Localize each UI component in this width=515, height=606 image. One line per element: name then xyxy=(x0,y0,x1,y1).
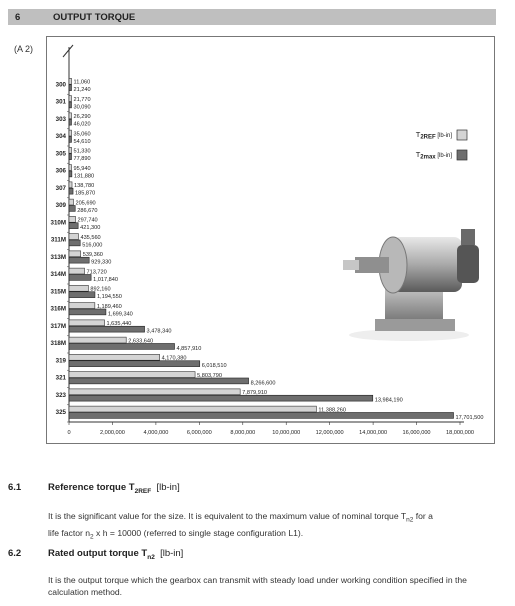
category-label: 314M xyxy=(50,271,66,279)
category-label: 306 xyxy=(55,167,66,175)
data-label-t2max: 8,266,600 xyxy=(250,380,276,387)
data-label-t2ref: 205,690 xyxy=(75,200,96,207)
bar-t2ref xyxy=(69,182,72,188)
data-label-t2ref: 11,388,260 xyxy=(318,407,346,414)
legend-swatch xyxy=(457,150,467,160)
category-label: 315M xyxy=(50,288,66,296)
x-tick-label: 16,000,000 xyxy=(402,430,431,436)
section-header xyxy=(8,9,496,25)
data-label-t2ref: 539,360 xyxy=(82,252,103,259)
bar-t2max xyxy=(69,136,72,142)
data-label-t2max: 185,870 xyxy=(75,190,96,197)
data-label-t2ref: 21,770 xyxy=(73,96,91,103)
data-label-t2ref: 435,560 xyxy=(80,234,101,241)
category-label: 304 xyxy=(55,133,66,141)
data-label-t2max: 21,240 xyxy=(73,87,91,94)
bar-t2max xyxy=(69,188,73,194)
x-tick-label: 4,000,000 xyxy=(143,430,169,436)
y-axis-break xyxy=(63,45,73,57)
bar-t2max xyxy=(69,85,72,91)
bar-t2max xyxy=(69,412,454,418)
data-label-t2ref: 95,940 xyxy=(73,165,91,172)
category-label: 301 xyxy=(55,98,66,106)
data-label-t2max: 30,090 xyxy=(73,104,91,111)
bar-t2ref xyxy=(69,113,72,119)
data-label-t2max: 1,699,340 xyxy=(107,311,133,318)
bar-t2ref xyxy=(69,337,126,343)
chart-frame xyxy=(46,36,495,444)
bar-t2max xyxy=(69,240,80,246)
bar-t2ref xyxy=(69,78,72,84)
bar-t2ref xyxy=(69,96,72,102)
bar-t2ref xyxy=(69,216,75,222)
data-label-t2max: 516,000 xyxy=(82,242,103,249)
category-label: 311M xyxy=(50,236,66,244)
data-label-t2max: 421,300 xyxy=(80,225,101,232)
data-label-t2ref: 2,633,640 xyxy=(128,338,154,345)
section-number: 6 xyxy=(15,11,21,23)
data-label-t2ref: 892,160 xyxy=(90,286,111,293)
data-label-t2max: 13,984,190 xyxy=(374,397,403,404)
category-label: 300 xyxy=(55,81,66,89)
subsection-6-1-text: It is the significant value for the size. It is equivalent to the maximum value of nominal torque $T_{n2}$ for a life factor $n_2$ x h = 10000 (referred to single stage configuration L1). xyxy=(48,511,433,541)
data-label-t2ref: 1,635,440 xyxy=(106,321,132,328)
bar-t2ref xyxy=(69,389,240,395)
x-tick-label: 10,000,000 xyxy=(272,430,301,436)
bar-t2ref xyxy=(69,268,85,274)
category-label: 309 xyxy=(55,202,66,210)
data-label-t2ref: 51,330 xyxy=(73,148,91,155)
subsection-6-2-heading: 6.2 Rated output torque $T_{n2}$ [lb-in] xyxy=(8,548,184,561)
category-label: 305 xyxy=(55,150,66,158)
bar-t2ref xyxy=(69,372,195,378)
data-label-t2ref: 11,060 xyxy=(73,79,91,86)
x-tick-label: 6,000,000 xyxy=(186,430,212,436)
bar-t2max xyxy=(69,395,373,401)
bar-t2ref xyxy=(69,354,160,360)
x-tick-label: 14,000,000 xyxy=(359,430,388,436)
bar-t2max xyxy=(69,205,75,211)
bar-t2ref xyxy=(69,320,105,326)
category-label: 323 xyxy=(55,391,66,399)
legend-label: $T_{2max}$ [lb-in] xyxy=(415,150,452,161)
bar-t2ref xyxy=(69,406,316,412)
category-label: 313M xyxy=(50,253,66,261)
bar-t2ref xyxy=(69,199,73,205)
data-label-t2ref: 5,803,790 xyxy=(197,372,222,379)
bar-t2ref xyxy=(69,147,72,153)
data-label-t2ref: 7,879,910 xyxy=(242,390,268,397)
data-label-t2max: 131,880 xyxy=(73,173,95,180)
category-label: 321 xyxy=(55,374,66,382)
data-label-t2max: 54,610 xyxy=(73,138,91,145)
bar-t2ref xyxy=(69,303,95,309)
legend-label: $T_{2REF}$ [lb-in] xyxy=(415,130,452,141)
data-label-t2ref: 138,780 xyxy=(74,183,95,190)
category-label: 310M xyxy=(50,219,66,227)
subsection-6-2-text: It is the output torque which the gearbox can transmit with steady load under working condition specified in the calculation method. xyxy=(48,575,467,597)
category-label: 317M xyxy=(50,322,66,330)
x-tick-label: 18,000,000 xyxy=(446,430,474,436)
section-title: OUTPUT TORQUE xyxy=(53,11,136,23)
data-label-t2max: 3,478,340 xyxy=(146,328,172,335)
data-label-t2max: 286,670 xyxy=(77,207,98,214)
category-label: 303 xyxy=(55,115,66,123)
data-label-t2max: 17,701,500 xyxy=(455,414,484,421)
x-tick-label: 12,000,000 xyxy=(315,430,344,436)
subsection-6-1-heading: 6.1 Reference torque $T_{2REF}$ [lb-in] xyxy=(8,482,180,495)
data-label-t2max: 46,020 xyxy=(73,121,91,128)
gearmotor-image xyxy=(337,217,487,347)
legend-swatch xyxy=(457,130,467,140)
x-tick-label: 2,000,000 xyxy=(99,430,125,436)
data-label-t2max: 929,330 xyxy=(91,259,112,266)
bar-t2ref xyxy=(69,130,72,136)
data-label-t2ref: 297,740 xyxy=(77,217,98,224)
x-tick-label: 8,000,000 xyxy=(230,430,256,436)
data-label-t2max: 4,857,910 xyxy=(176,345,202,352)
category-label: 318M xyxy=(50,340,66,348)
chart-label: (A 2) xyxy=(14,44,34,54)
data-label-t2ref: 26,290 xyxy=(73,114,91,121)
data-label-t2max: 1,194,550 xyxy=(96,294,122,301)
bar-t2max xyxy=(69,343,175,349)
bar-t2max xyxy=(69,119,72,125)
bar-t2ref xyxy=(69,234,78,240)
data-label-t2max: 1,017,840 xyxy=(93,276,119,283)
data-label-t2max: 6,018,510 xyxy=(201,363,227,370)
category-label: 307 xyxy=(55,184,66,192)
data-label-t2ref: 1,189,460 xyxy=(96,303,122,310)
bar-t2ref xyxy=(69,165,72,171)
category-label: 319 xyxy=(55,357,66,365)
data-label-t2max: 77,890 xyxy=(73,156,91,163)
data-label-t2ref: 4,170,380 xyxy=(161,355,187,362)
x-tick-label: 0 xyxy=(67,430,71,436)
bar-t2ref xyxy=(69,285,88,291)
bar-t2max xyxy=(69,102,72,108)
data-label-t2ref: 35,060 xyxy=(73,131,91,138)
bar-t2max xyxy=(69,171,72,177)
category-label: 316M xyxy=(50,305,66,313)
data-label-t2ref: 713,720 xyxy=(86,269,107,276)
category-label: 325 xyxy=(55,409,66,417)
bar-t2ref xyxy=(69,251,81,257)
bar-t2max xyxy=(69,154,72,160)
